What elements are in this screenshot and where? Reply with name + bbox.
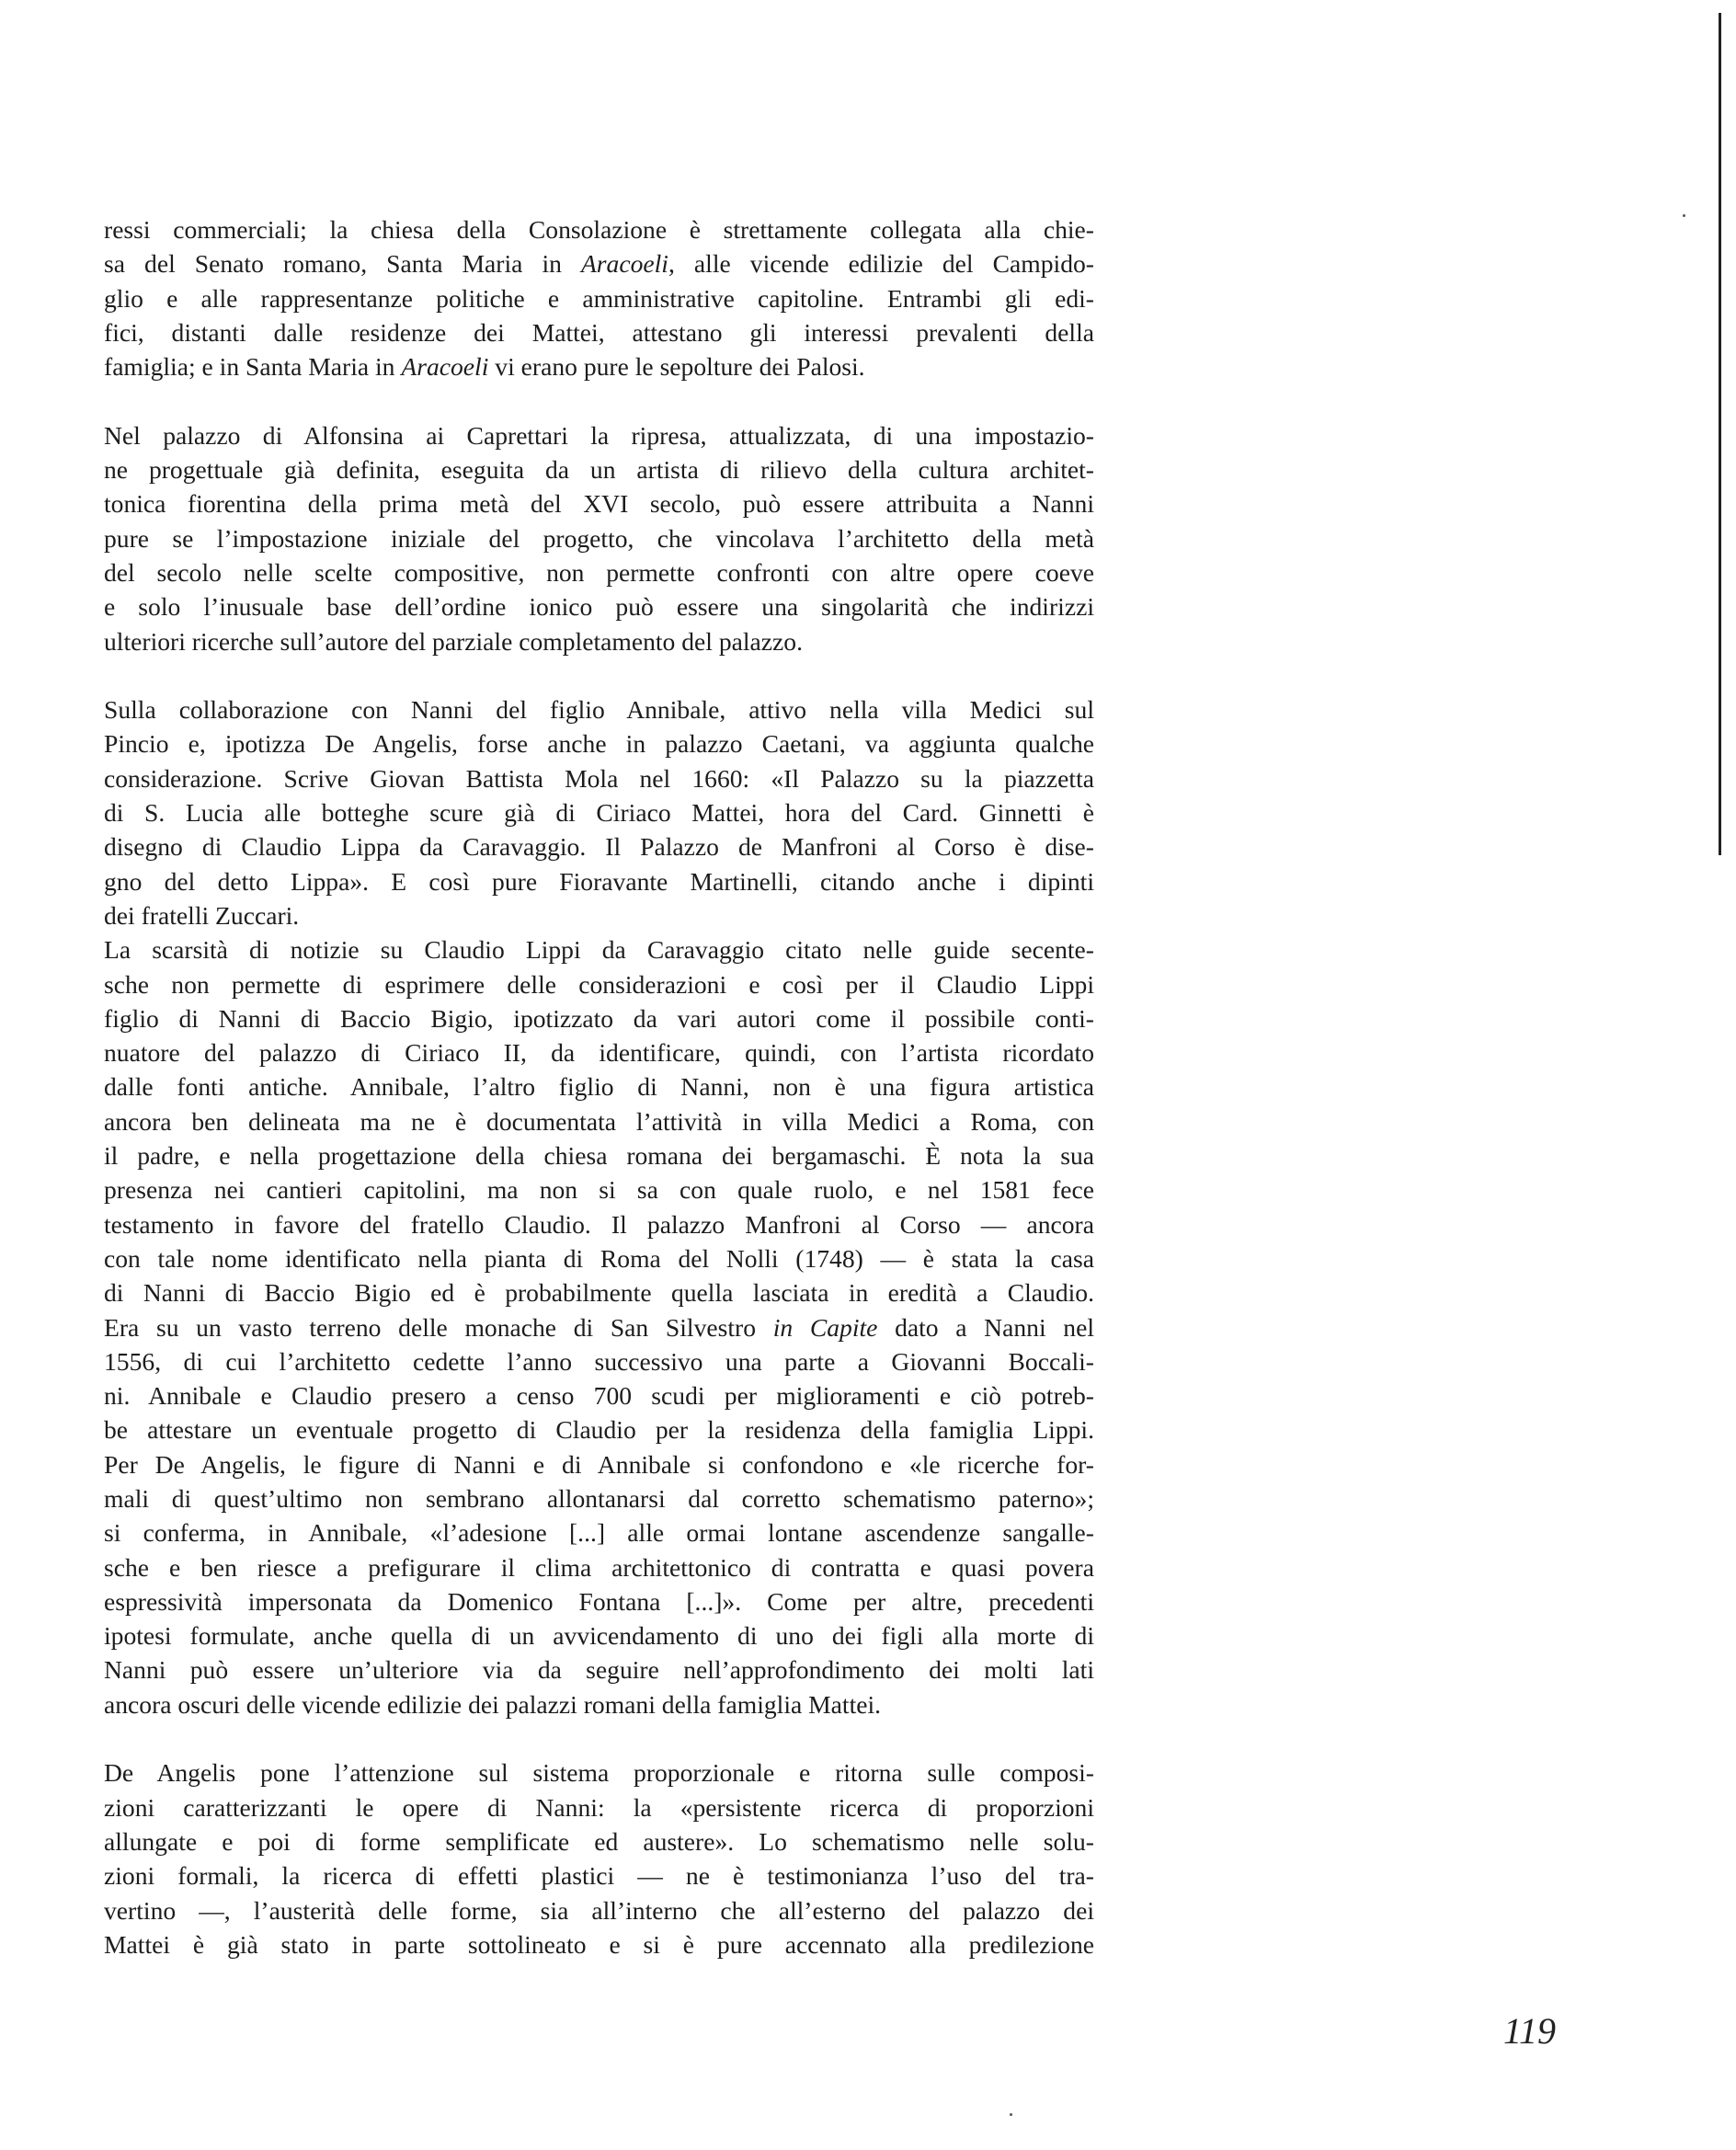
text-line: [104, 1412, 1094, 1447]
text-segment: Era su un vasto terreno delle monache di San Silvestro: [104, 1312, 773, 1342]
text-line: [104, 692, 1094, 726]
text-line: [104, 555, 1094, 589]
paragraph: [104, 418, 1094, 658]
text-segment: mali di quest’ultimo non sembrano allontanarsi dal corretto schematismo paterno»;: [104, 1483, 1094, 1513]
text-line: [104, 1653, 1094, 1687]
paragraph-spacer: [104, 1721, 1094, 1755]
scan-speck: [1683, 214, 1685, 217]
text-segment: disegno di Claudio Lippa da Caravaggio. Il Palazzo de Manfroni al Corso è dise-: [104, 832, 1094, 862]
body-text: [104, 212, 1094, 1961]
text-segment: presenza nei cantieri capitolini, ma non si sa con quale ruolo, e nel 1581 fece: [104, 1175, 1094, 1205]
text-segment: di S. Lucia alle botteghe scure già di Ciriaco Mattei, hora del Card. Ginnetti è: [104, 798, 1094, 828]
text-segment: Nanni può essere un’ulteriore via da seguire nell’approfondimento dei molti lati: [104, 1655, 1094, 1685]
text-segment: ipotesi formulate, anche quella di un avvicendamento di uno dei figli alla morte di: [104, 1621, 1094, 1651]
text-line: [104, 1790, 1094, 1824]
text-line: [104, 521, 1094, 555]
text-line: [104, 1618, 1094, 1653]
text-line: [104, 1104, 1094, 1138]
text-line: [104, 829, 1094, 863]
paragraph-spacer: [104, 383, 1094, 417]
text-line: [104, 1584, 1094, 1618]
text-line: [104, 1447, 1094, 1481]
text-segment: glio e alle rappresentanze politiche e amministrative capitoline. Entrambi gli edi-: [104, 283, 1094, 313]
text-line: [104, 1755, 1094, 1790]
text-segment: testamento in favore del fratello Claudio. Il palazzo Manfroni al Corso — ancora: [104, 1209, 1094, 1239]
text-line: [104, 349, 1094, 383]
text-line: [104, 1515, 1094, 1550]
text-segment: ancora oscuri delle vicende edilizie dei palazzi romani della famiglia Mattei.: [104, 1689, 882, 1719]
text-line: [104, 761, 1094, 795]
text-segment: Per De Angelis, le figure di Nanni e di Annibale si confondono e «le ricerche for-: [104, 1449, 1094, 1479]
text-line: [104, 1310, 1094, 1344]
text-segment: dalle fonti antiche. Annibale, l’altro figlio di Nanni, non è una figura artistica: [104, 1072, 1094, 1102]
text-line: [104, 864, 1094, 898]
paragraph: [104, 932, 1094, 1721]
text-segment: vertino —, l’austerità delle forme, sia all’interno che all’esterno del palazzo dei: [104, 1895, 1094, 1925]
italic-text: in Capite: [772, 1312, 878, 1342]
text-line: [104, 315, 1094, 349]
text-segment: ancora ben delineata ma ne è documentata l’attività in villa Medici a Roma, con: [104, 1106, 1094, 1136]
italic-text: Aracoeli: [580, 249, 668, 279]
paragraph: [104, 1755, 1094, 1961]
text-segment: sa del Senato romano, Santa Maria in: [104, 249, 581, 279]
text-line: [104, 898, 1094, 932]
text-segment: , alle vicende edilizie del Campido-: [668, 249, 1094, 279]
text-line: [104, 1927, 1094, 1961]
text-segment: Mattei è già stato in parte sottolineato e si è pure accennato alla predilezione: [104, 1929, 1094, 1959]
text-line: [104, 1035, 1094, 1069]
text-segment: sche non permette di esprimere delle considerazioni e così per il Claudio Lippi: [104, 969, 1094, 999]
text-segment: zioni formali, la ricerca di effetti plastici — ne è testimonianza l’uso del tra-: [104, 1861, 1094, 1891]
text-segment: considerazione. Scrive Giovan Battista Mola nel 1660: «Il Palazzo su la piazzetta: [104, 763, 1094, 793]
text-line: [104, 1172, 1094, 1207]
text-segment: be attestare un eventuale progetto di Claudio per la residenza della famiglia Lippi.: [104, 1415, 1094, 1445]
text-line: [104, 452, 1094, 486]
text-segment: con tale nome identificato nella pianta di Roma del Nolli (1748) — è stata la casa: [104, 1243, 1094, 1273]
text-segment: Sulla collaborazione con Nanni del figlio Annibale, attivo nella villa Medici sul: [104, 695, 1094, 725]
text-segment: sche e ben riesce a prefigurare il clima architettonico di contratta e quasi povera: [104, 1552, 1094, 1582]
text-segment: pure se l’impostazione iniziale del progetto, che vincolava l’architetto della metà: [104, 523, 1094, 553]
text-segment: ni. Annibale e Claudio presero a censo 700 scudi per miglioramenti e ciò potreb-: [104, 1381, 1094, 1411]
text-line: [104, 1207, 1094, 1241]
italic-text: Aracoeli: [401, 352, 489, 382]
text-line: [104, 1344, 1094, 1378]
text-line: [104, 1138, 1094, 1172]
scan-edge-line: [1719, 13, 1721, 855]
text-line: [104, 281, 1094, 315]
text-segment: ne progettuale già definita, eseguita da un artista di rilievo della cultura architet-: [104, 455, 1094, 485]
text-line: [104, 246, 1094, 280]
text-line: [104, 967, 1094, 1001]
text-segment: 1556, di cui l’architetto cedette l’anno successivo una parte a Giovanni Boccali-: [104, 1346, 1094, 1376]
text-line: [104, 1275, 1094, 1309]
text-segment: e solo l’inusuale base dell’ordine ionico può essere una singolarità che indirizzi: [104, 592, 1094, 622]
text-line: [104, 1481, 1094, 1515]
text-segment: figlio di Nanni di Baccio Bigio, ipotizzato da vari autori come il possibile conti-: [104, 1003, 1094, 1033]
text-segment: Pincio e, ipotizza De Angelis, forse anche in palazzo Caetani, va aggiunta qualche: [104, 729, 1094, 759]
scan-speck: [1010, 2113, 1012, 2116]
text-line: [104, 1241, 1094, 1275]
text-segment: di Nanni di Baccio Bigio ed è probabilmente quella lasciata in eredità a Claudio.: [104, 1278, 1094, 1308]
text-segment: fici, distanti dalle residenze dei Mattei, attestano gli interessi prevalenti della: [104, 317, 1094, 347]
paragraph-spacer: [104, 658, 1094, 692]
text-line: [104, 418, 1094, 452]
text-segment: del secolo nelle scelte compositive, non permette confronti con altre opere coeve: [104, 557, 1094, 587]
text-line: [104, 624, 1094, 658]
text-segment: il padre, e nella progettazione della chiesa romana dei bergamaschi. È nota la sua: [104, 1141, 1094, 1171]
paragraph: [104, 692, 1094, 932]
paragraph: [104, 212, 1094, 383]
text-segment: allungate e poi di forme semplificate ed austere». Lo schematismo nelle solu-: [104, 1826, 1094, 1856]
text-line: [104, 1069, 1094, 1104]
text-line: [104, 1550, 1094, 1584]
text-segment: vi erano pure le sepolture dei Palosi.: [488, 352, 865, 382]
text-line: [104, 726, 1094, 761]
text-line: [104, 212, 1094, 246]
text-line: [104, 589, 1094, 623]
text-segment: nuatore del palazzo di Ciriaco II, da identificare, quindi, con l’artista ricordato: [104, 1038, 1094, 1068]
text-line: [104, 1858, 1094, 1893]
text-segment: tonica fiorentina della prima metà del XVI secolo, può essere attribuita a Nanni: [104, 489, 1094, 519]
text-segment: dei fratelli Zuccari.: [104, 900, 300, 930]
text-line: [104, 1824, 1094, 1858]
text-segment: La scarsità di notizie su Claudio Lippi da Caravaggio citato nelle guide secente-: [104, 935, 1094, 965]
text-segment: De Angelis pone l’attenzione sul sistema proporzionale e ritorna sulle composi-: [104, 1758, 1094, 1788]
text-segment: gno del detto Lippa». E così pure Fioravante Martinelli, citando anche i dipinti: [104, 866, 1094, 896]
text-segment: ressi commerciali; la chiesa della Consolazione è strettamente collegata alla chie-: [104, 215, 1094, 244]
text-segment: Nel palazzo di Alfonsina ai Caprettari la ripresa, attualizzata, di una impostazio-: [104, 420, 1094, 450]
text-line: [104, 1378, 1094, 1412]
text-segment: famiglia; e in Santa Maria in: [104, 352, 402, 382]
text-segment: si conferma, in Annibale, «l’adesione [...] alle ormai lontane ascendenze sangalle-: [104, 1518, 1094, 1548]
text-segment: espressività impersonata da Domenico Fontana [...]». Come per altre, precedenti: [104, 1586, 1094, 1616]
text-line: [104, 795, 1094, 829]
text-line: [104, 932, 1094, 966]
text-line: [104, 486, 1094, 520]
text-segment: dato a Nanni nel: [877, 1312, 1094, 1342]
text-line: [104, 1893, 1094, 1927]
text-segment: ulteriori ricerche sull’autore del parziale completamento del palazzo.: [104, 626, 803, 656]
text-line: [104, 1001, 1094, 1035]
text-segment: zioni caratterizzanti le opere di Nanni: la «persistente ricerca di proporzioni: [104, 1792, 1094, 1822]
page-number: 119: [1503, 2010, 1557, 2052]
text-line: [104, 1687, 1094, 1721]
